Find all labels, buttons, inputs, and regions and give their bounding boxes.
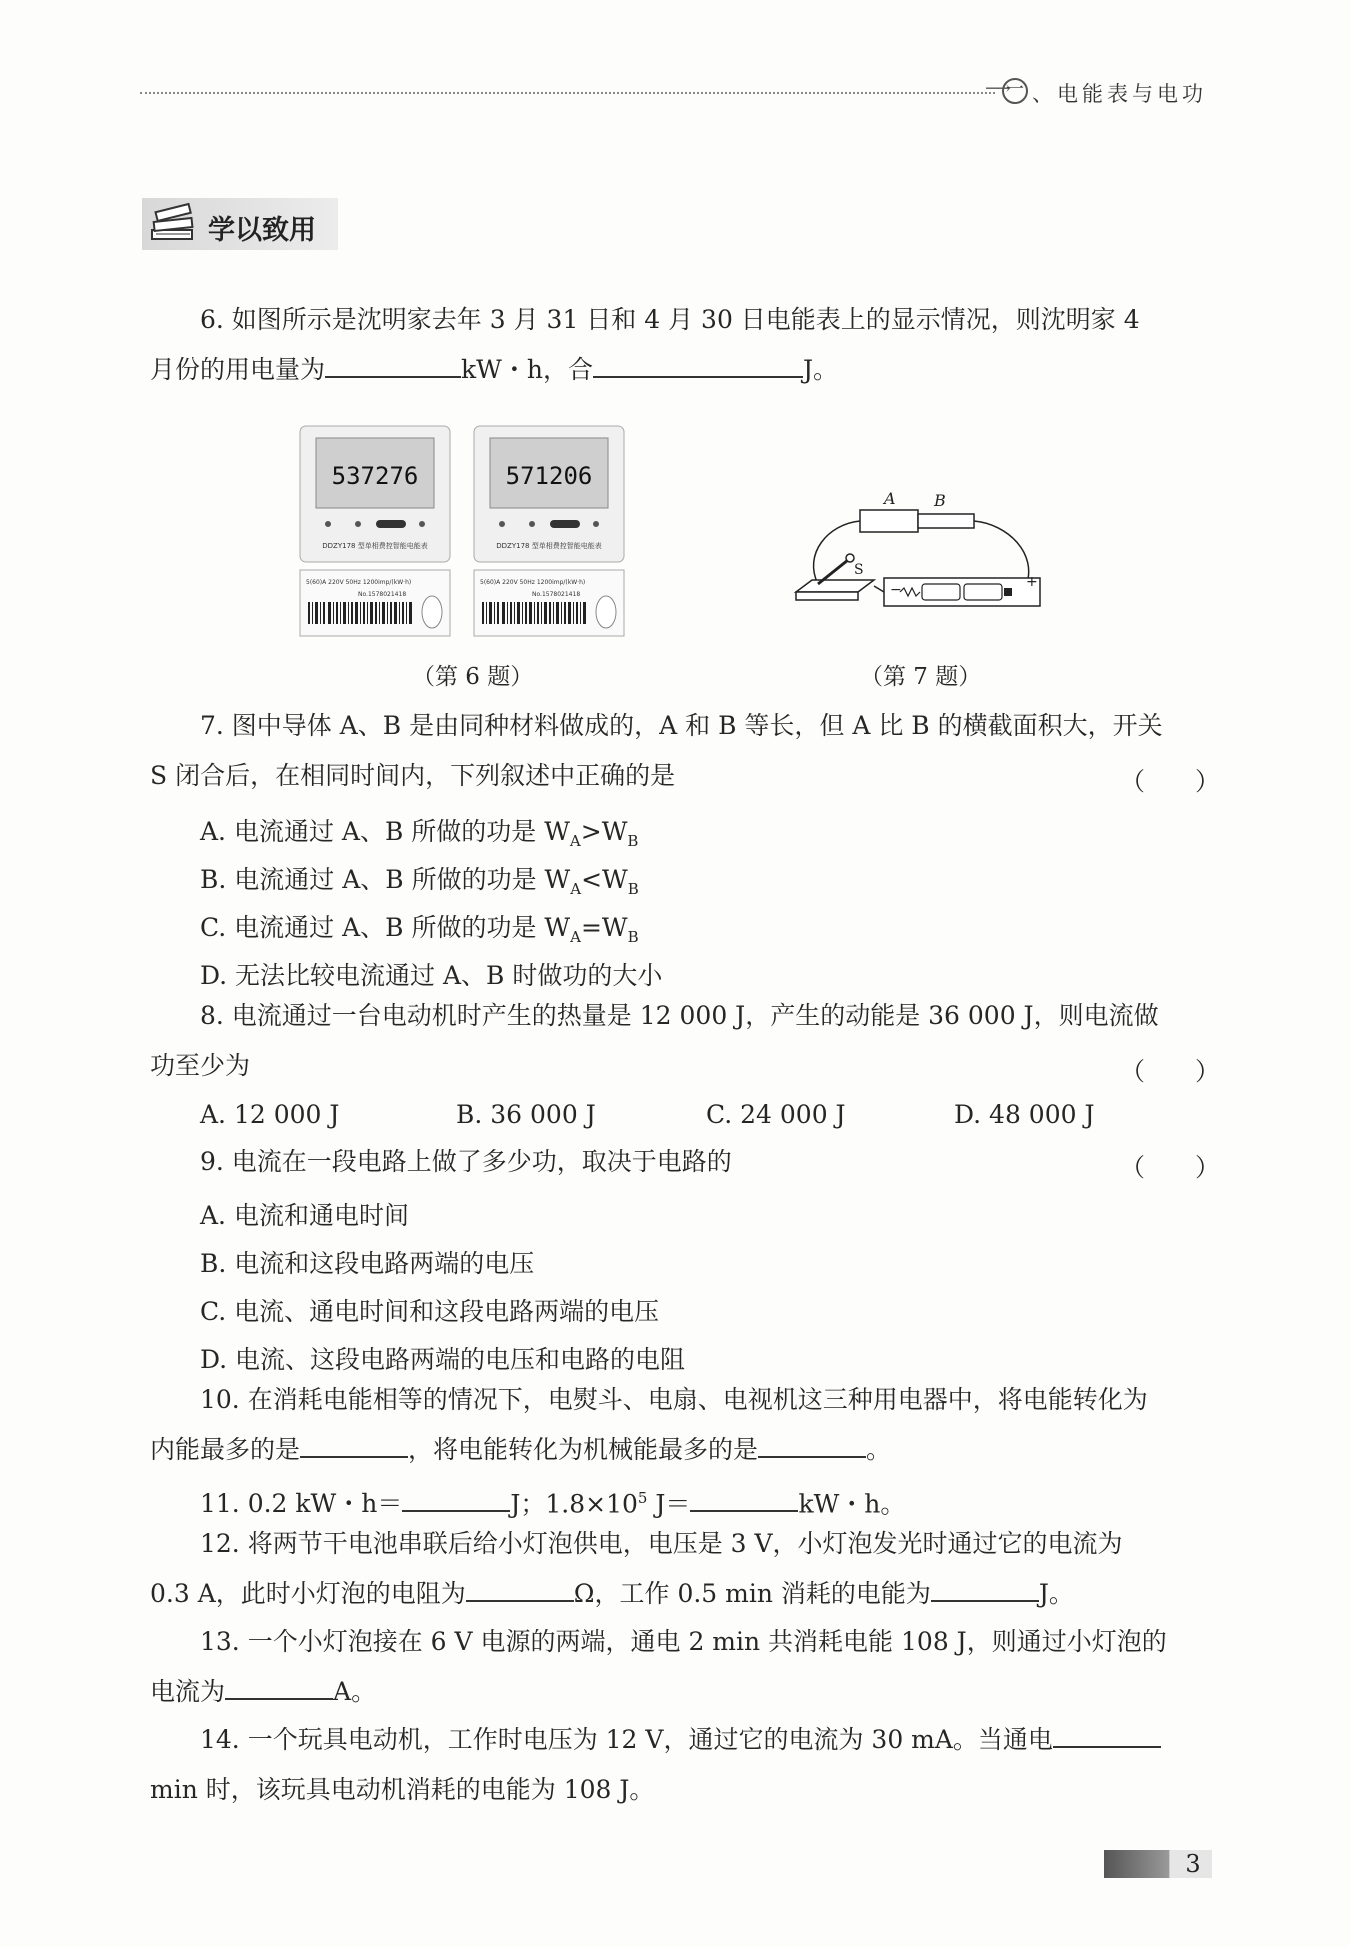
q14-blank-minutes[interactable]	[1053, 1720, 1161, 1748]
q6-blank-joules[interactable]	[593, 350, 803, 378]
q12-blank-resistance[interactable]	[466, 1574, 574, 1602]
q14-line2: min 时，该玩具电动机消耗的电能为 108 J。	[150, 1775, 655, 1804]
chapter-number: 一	[1002, 78, 1028, 104]
q7-option-b[interactable]: B. 电流通过 A、B 所做的功是 $W_A<W_B$	[200, 865, 639, 898]
q7-answer-paren[interactable]: （ ）	[1120, 767, 1221, 796]
meter-1-label: DDZY178 型单相费控智能电能表	[322, 542, 428, 550]
q8-line2: 功至少为	[150, 1051, 251, 1080]
q11-blank-joules[interactable]	[402, 1484, 510, 1512]
q10-blank-mechanical[interactable]	[758, 1430, 866, 1458]
q7-option-a[interactable]: A. 电流通过 A、B 所做的功是 $W_A>W_B$	[200, 817, 639, 850]
q7-option-c[interactable]: C. 电流通过 A、B 所做的功是 $W_A=W_B$	[200, 913, 639, 946]
q6-line1: 6. 如图所示是沈明家去年 3 月 31 日和 4 月 30 日电能表上的显示情况，则沈明家 4	[200, 305, 1140, 334]
meter-2-serial: No.1578021418	[532, 591, 581, 598]
q8-answer-paren[interactable]: （ ）	[1120, 1057, 1221, 1086]
q7-line1: 7. 图中导体 A、B 是由同种材料做成的，A 和 B 等长，但 A 比 B 的横截面积大，开关	[200, 711, 1163, 740]
q9-option-a[interactable]: A. 电流和通电时间	[200, 1201, 409, 1230]
q7-label-b: B	[934, 491, 946, 510]
battery-box	[884, 578, 1040, 606]
conductor-b	[918, 514, 974, 528]
conductor-a	[860, 510, 918, 532]
q7-caption: （第 7 题）	[860, 664, 982, 690]
q7-label-s: S	[854, 562, 864, 578]
q8-option-c[interactable]: C. 24 000 J	[706, 1100, 846, 1129]
q10-line1: 10. 在消耗电能相等的情况下，电熨斗、电扇、电视机这三种用电器中，将电能转化为	[200, 1385, 1148, 1414]
q9-option-b[interactable]: B. 电流和这段电路两端的电压	[200, 1249, 535, 1278]
meter-2-reading: 571206	[505, 462, 593, 490]
q6-blank-kwh[interactable]	[325, 350, 461, 378]
q8-option-b[interactable]: B. 36 000 J	[456, 1100, 596, 1129]
q6-meters-figure	[298, 424, 638, 644]
q9-answer-paren[interactable]: （ ）	[1120, 1153, 1221, 1182]
header-rule	[140, 92, 995, 94]
q13-blank-current[interactable]	[225, 1672, 333, 1700]
q7-line2: S 闭合后，在相同时间内，下列叙述中正确的是	[150, 761, 676, 790]
q13-line2: 电流为 A。	[150, 1668, 1210, 1716]
meter-1-serial: No.1578021418	[358, 591, 407, 598]
meter-2-info: 5(60)A 220V 50Hz 1200imp/(kW·h)	[480, 579, 586, 586]
books-icon	[146, 196, 202, 252]
q8-option-d[interactable]: D. 48 000 J	[954, 1100, 1095, 1129]
q8-option-a[interactable]: A. 12 000 J	[200, 1100, 340, 1129]
meter-1	[300, 426, 450, 636]
meter-2	[474, 426, 624, 636]
q12-line1: 12. 将两节干电池串联后给小灯泡供电，电压是 3 V，小灯泡发光时通过它的电流为	[200, 1529, 1123, 1558]
q10-blank-heat[interactable]	[300, 1430, 408, 1458]
q10-line2: 内能最多的是 ，将电能转化为机械能最多的是 。	[150, 1426, 1210, 1474]
page-number: 3	[1185, 1850, 1201, 1878]
q7-option-d[interactable]: D. 无法比较电流通过 A、B 时做功的大小	[200, 961, 663, 990]
q6-line2: 月份的用电量为 kW・h，合 J。	[150, 346, 1210, 394]
q8-line1: 8. 电流通过一台电动机时产生的热量是 12 000 J，产生的动能是 36 000 J，则电流做	[200, 1001, 1159, 1030]
q14-line1: 14. 一个玩具电动机，工作时电压为 12 V，通过它的电流为 30 mA。当通电	[150, 1716, 1210, 1764]
q6-caption: （第 6 题）	[412, 664, 534, 690]
q7-label-a: A	[884, 489, 896, 508]
q11-blank-kwh[interactable]	[690, 1484, 798, 1512]
q9-line1: 9. 电流在一段电路上做了多少功，取决于电路的	[200, 1147, 732, 1176]
switch-base	[796, 580, 874, 592]
chapter-title: 、电能表与电功	[1032, 82, 1207, 106]
q13-line1: 13. 一个小灯泡接在 6 V 电源的两端，通电 2 min 共消耗电能 108 J，则通过小灯泡的	[200, 1627, 1167, 1656]
q9-option-d[interactable]: D. 电流、这段电路两端的电压和电路的电阻	[200, 1345, 686, 1374]
meter-1-info: 5(60)A 220V 50Hz 1200imp/(kW·h)	[306, 579, 412, 586]
meter-1-reading: 537276	[331, 462, 419, 490]
q12-blank-energy[interactable]	[931, 1574, 1039, 1602]
q7-circuit-figure	[788, 484, 1048, 624]
meter-2-label: DDZY178 型单相费控智能电能表	[496, 542, 602, 550]
section-title: 学以致用	[208, 215, 316, 246]
q11-line: 11. 0.2 kW・h＝ J；$1.8\times 10^5$ J＝ kW・h。	[150, 1474, 1210, 1528]
header-arrow-icon: ⟶	[985, 78, 1011, 99]
q9-option-c[interactable]: C. 电流、通电时间和这段电路两端的电压	[200, 1297, 660, 1326]
q7-minus: −	[890, 582, 902, 598]
q7-plus: +	[1026, 574, 1038, 590]
q12-line2: 0.3 A，此时小灯泡的电阻为 Ω，工作 0.5 min 消耗的电能为 J。	[150, 1570, 1210, 1618]
